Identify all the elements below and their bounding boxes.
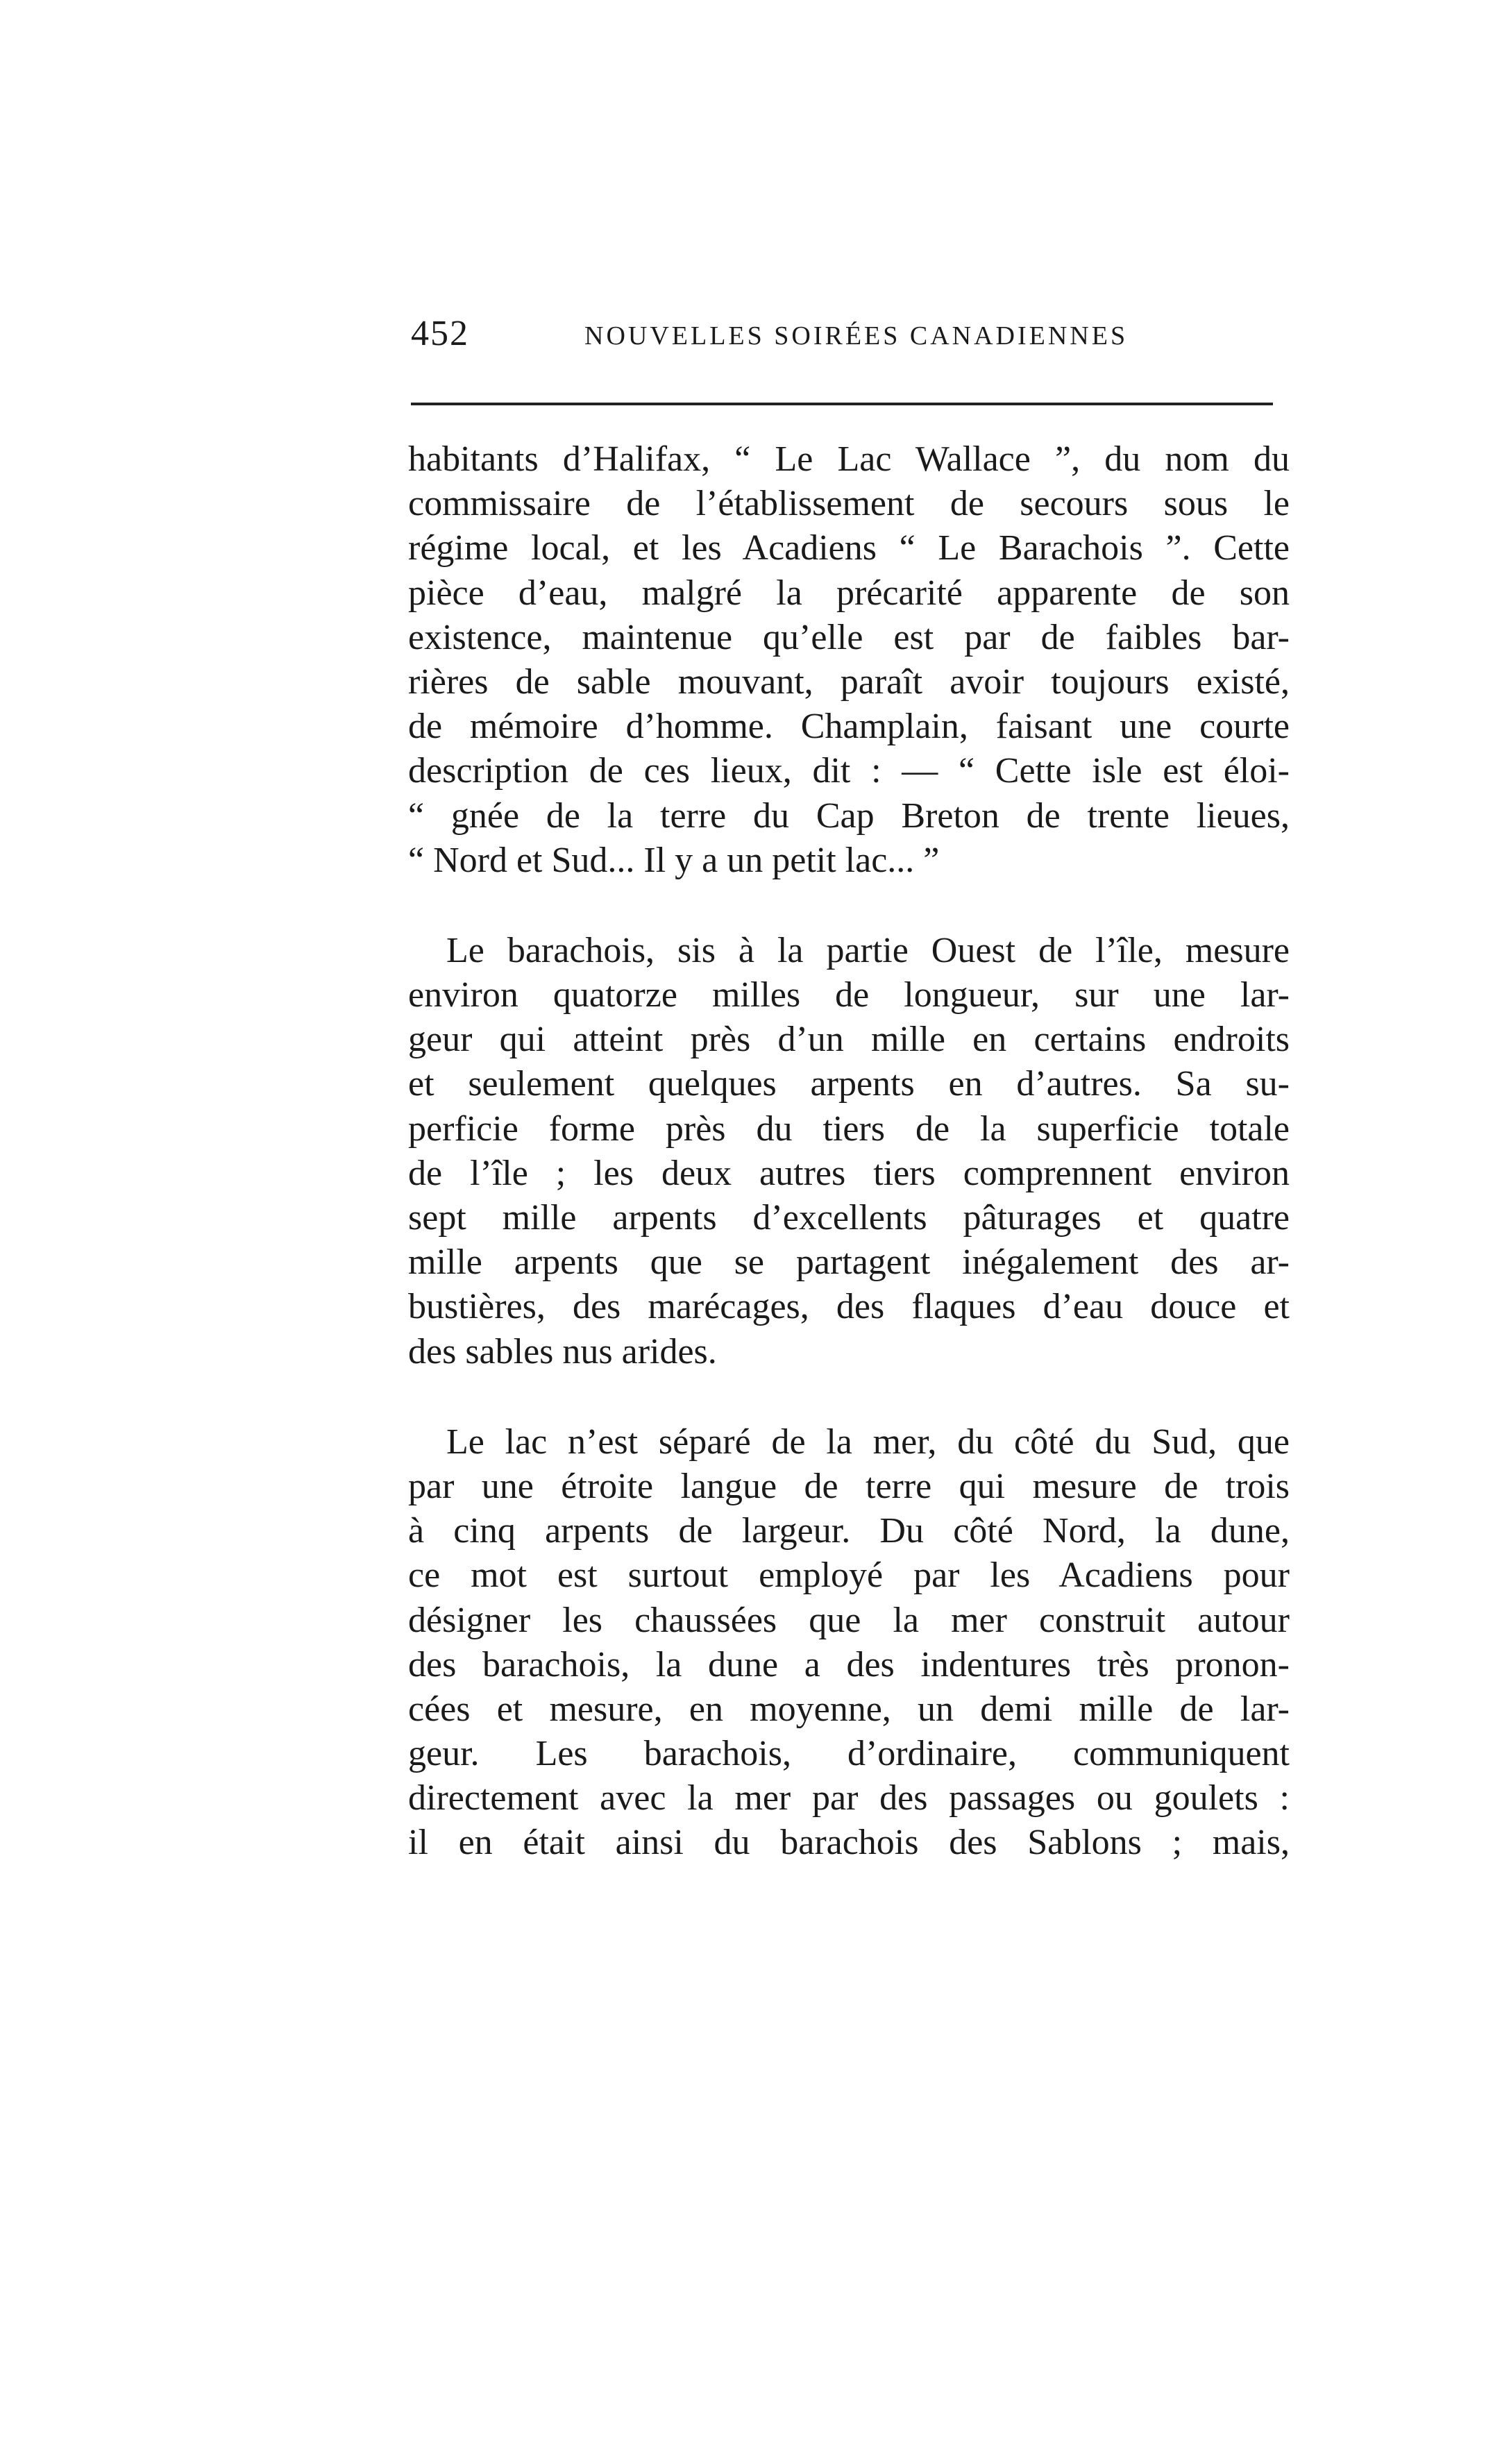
- paragraph-gap: [408, 1374, 1290, 1420]
- text-line: description de ces lieux, dit : — “ Cette isle est éloi-: [408, 751, 1290, 791]
- paragraph-1: [408, 437, 1290, 883]
- text-line: mille arpents que se partagent inégalement des ar-: [408, 1242, 1290, 1283]
- text-line: de l’île ; les deux autres tiers comprennent environ: [408, 1153, 1290, 1193]
- text-line: geur qui atteint près d’un mille en certains endroits: [408, 1020, 1290, 1060]
- text-line: “ Nord et Sud... Il y a un petit lac... ”: [408, 840, 940, 880]
- paragraph-2: [408, 929, 1290, 1374]
- paragraph-gap: [408, 883, 1290, 929]
- running-title: NOUVELLES SOIRÉES CANADIENNES: [584, 321, 1129, 351]
- text-line: des barachois, la dune a des indentures très pronon-: [408, 1644, 1290, 1685]
- text-line: Le barachois, sis à la partie Ouest de l’île, mesure: [446, 930, 1290, 970]
- text-line: habitants d’Halifax, “ Le Lac Wallace ”, du nom du: [408, 439, 1290, 479]
- text-line: il en était ainsi du barachois des Sablons ; mais,: [408, 1823, 1290, 1863]
- text-line: “ gnée de la terre du Cap Breton de trente lieues,: [408, 795, 1290, 836]
- body-text: [408, 437, 1290, 1866]
- text-line: rières de sable mouvant, paraît avoir toujours existé,: [408, 661, 1290, 702]
- text-line: cées et mesure, en moyenne, un demi mille de lar-: [408, 1689, 1290, 1729]
- text-line: des sables nus arides.: [408, 1331, 717, 1372]
- text-line: régime local, et les Acadiens “ Le Barachois ”. Cette: [408, 528, 1290, 568]
- header-rule: [411, 403, 1273, 405]
- text-line: commissaire de l’établissement de secours sous le: [408, 484, 1290, 524]
- text-line: par une étroite langue de terre qui mesure de trois: [408, 1466, 1290, 1506]
- text-line: à cinq arpents de largeur. Du côté Nord, la dune,: [408, 1511, 1290, 1551]
- text-line: perficie forme près du tiers de la superficie totale: [408, 1108, 1290, 1149]
- text-line: désigner les chaussées que la mer construit autour: [408, 1600, 1290, 1640]
- text-line: geur. Les barachois, d’ordinaire, communiquent: [408, 1734, 1290, 1774]
- text-line: pièce d’eau, malgré la précarité apparente de son: [408, 573, 1290, 613]
- text-line: de mémoire d’homme. Champlain, faisant une courte: [408, 707, 1290, 747]
- text-line: sept mille arpents d’excellents pâturages et quatre: [408, 1198, 1290, 1238]
- paragraph-3: [408, 1420, 1290, 1866]
- text-line: Le lac n’est séparé de la mer, du côté du Sud, que: [446, 1421, 1290, 1462]
- text-line: existence, maintenue qu’elle est par de faibles bar-: [408, 617, 1290, 657]
- text-line: ce mot est surtout employé par les Acadiens pour: [408, 1555, 1290, 1596]
- text-line: et seulement quelques arpents en d’autres. Sa su-: [408, 1064, 1290, 1104]
- text-line: environ quatorze milles de longueur, sur une lar-: [408, 975, 1290, 1015]
- page-number: 452: [411, 314, 469, 353]
- text-line: directement avec la mer par des passages ou goulets :: [408, 1778, 1290, 1819]
- running-head: [411, 310, 1272, 358]
- text-line: bustières, des marécages, des flaques d’eau douce et: [408, 1287, 1290, 1327]
